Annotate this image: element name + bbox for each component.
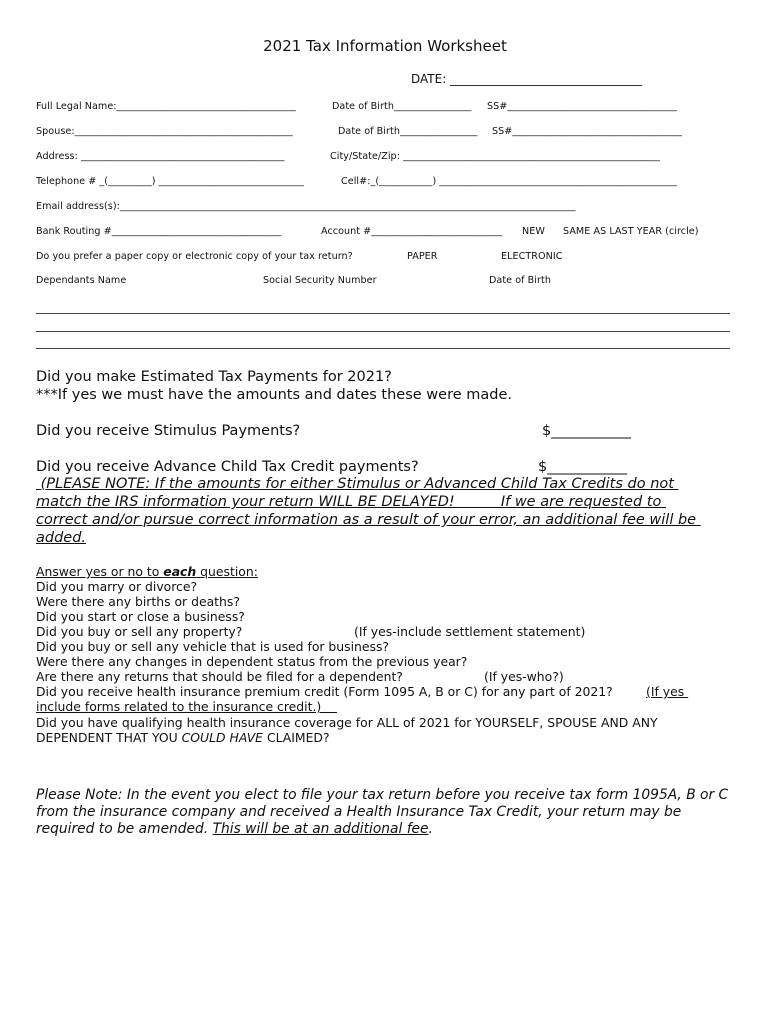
dependant-line-2[interactable] [36, 331, 730, 332]
questions-intro-b: each [163, 564, 197, 579]
final-note-3a: required to be amended. [36, 821, 213, 837]
date-field[interactable]: DATE: ________________________________ [411, 72, 643, 86]
dob-header: Date of Birth [489, 275, 551, 286]
electronic-option[interactable]: ELECTRONIC [501, 251, 563, 262]
same-as-last-year-option[interactable]: SAME AS LAST YEAR (circle) [563, 226, 699, 237]
ctc-note-line-2: match the IRS information your return WILL BE DELAYED! If we are requested to [36, 494, 666, 510]
final-note-3c: . [428, 821, 433, 837]
bank-routing-field[interactable]: Bank Routing #___________________________________ [36, 226, 282, 237]
estimated-payments-note: ***If yes we must have the amounts and dates these were made. [36, 387, 512, 403]
dependants-name-header: Dependants Name [36, 275, 127, 286]
question-dependent-status: Were there any changes in dependent status from the previous year? [36, 654, 468, 669]
new-option[interactable]: NEW [522, 226, 545, 237]
copy-preference-label: Do you prefer a paper copy or electronic copy of your tax return? [36, 251, 353, 262]
spouse-date-of-birth-field[interactable]: Date of Birth________________ [338, 126, 478, 137]
question-health-credit-note-a: (If yes [646, 684, 689, 699]
question-vehicle: Did you buy or sell any vehicle that is used for business? [36, 639, 390, 654]
question-health-coverage-d: CLAIMED? [263, 730, 330, 745]
questions-intro-a: Answer yes or no to [36, 564, 164, 579]
ctc-note-line-4: added. [36, 530, 87, 546]
question-births: Were there any births or deaths? [36, 594, 240, 609]
question-health-coverage-c: COULD HAVE [181, 730, 263, 745]
question-property: Did you buy or sell any property? [36, 624, 243, 639]
stimulus-question: Did you receive Stimulus Payments? [36, 423, 301, 439]
date-of-birth-field[interactable]: Date of Birth________________ [332, 101, 472, 112]
stimulus-amount-field[interactable]: $___________ [542, 423, 631, 439]
question-business: Did you start or close a business? [36, 609, 245, 624]
city-state-zip-field[interactable]: City/State/Zip: _____________________________________________________ [330, 151, 660, 162]
page-title: 2021 Tax Information Worksheet [263, 37, 507, 55]
ss-number-field[interactable]: SS#___________________________________ [487, 101, 678, 112]
question-property-note: (If yes-include settlement statement) [354, 624, 586, 639]
question-health-coverage-cont [36, 730, 330, 745]
email-field[interactable]: Email address(s):______________________________________________________________________________________________ [36, 201, 576, 212]
questions-intro-c: question: [196, 564, 258, 579]
question-dependent-returns-note: (If yes-who?) [484, 669, 564, 684]
question-marry: Did you marry or divorce? [36, 579, 198, 594]
dependant-line-1[interactable] [36, 313, 730, 314]
advance-ctc-amount-field[interactable]: $___________ [538, 459, 627, 475]
question-health-credit-note-b: include forms related to the insurance credit.) [36, 699, 337, 714]
question-dependent-returns: Are there any returns that should be filed for a dependent? [36, 669, 403, 684]
question-health-coverage: Did you have qualifying health insurance coverage for ALL of 2021 for YOURSELF, SPOUSE AND ANY [36, 715, 658, 730]
questions-intro [36, 564, 258, 579]
paper-option[interactable]: PAPER [407, 251, 438, 262]
full-legal-name-field[interactable]: Full Legal Name:_____________________________________ [36, 101, 296, 112]
spouse-ss-number-field[interactable]: SS#___________________________________ [492, 126, 683, 137]
spouse-field[interactable]: Spouse:_____________________________________________ [36, 126, 293, 137]
ctc-note-line-3: correct and/or pursue correct information as a result of your error, an additional fee will be [36, 512, 701, 528]
estimated-payments-question: Did you make Estimated Tax Payments for 2021? [36, 369, 392, 385]
account-field[interactable]: Account #___________________________ [321, 226, 503, 237]
question-health-credit: Did you receive health insurance premium credit (Form 1095 A, B or C) for any part of 2021? [36, 684, 613, 699]
ssn-header: Social Security Number [263, 275, 377, 286]
final-note-line-2: from the insurance company and received a Health Insurance Tax Credit, your return may be [36, 804, 682, 820]
question-health-coverage-b: DEPENDENT THAT YOU [36, 730, 182, 745]
address-field[interactable]: Address: __________________________________________ [36, 151, 285, 162]
ctc-note-line-1: (PLEASE NOTE: If the amounts for either Stimulus or Advanced Child Tax Credits do not [36, 476, 679, 492]
dependant-line-3[interactable] [36, 348, 730, 349]
final-note-line-3 [36, 821, 433, 838]
final-note-3b: This will be at an additional fee [212, 821, 429, 837]
telephone-field[interactable]: Telephone # _(_________) ______________________________ [36, 176, 305, 187]
advance-ctc-question: Did you receive Advance Child Tax Credit payments? [36, 459, 419, 475]
cell-field[interactable]: Cell#:_(___________) _________________________________________________ [341, 176, 677, 187]
final-note-line-1: Please Note: In the event you elect to file your tax return before you receive tax form 1095A, B or C [36, 787, 729, 803]
